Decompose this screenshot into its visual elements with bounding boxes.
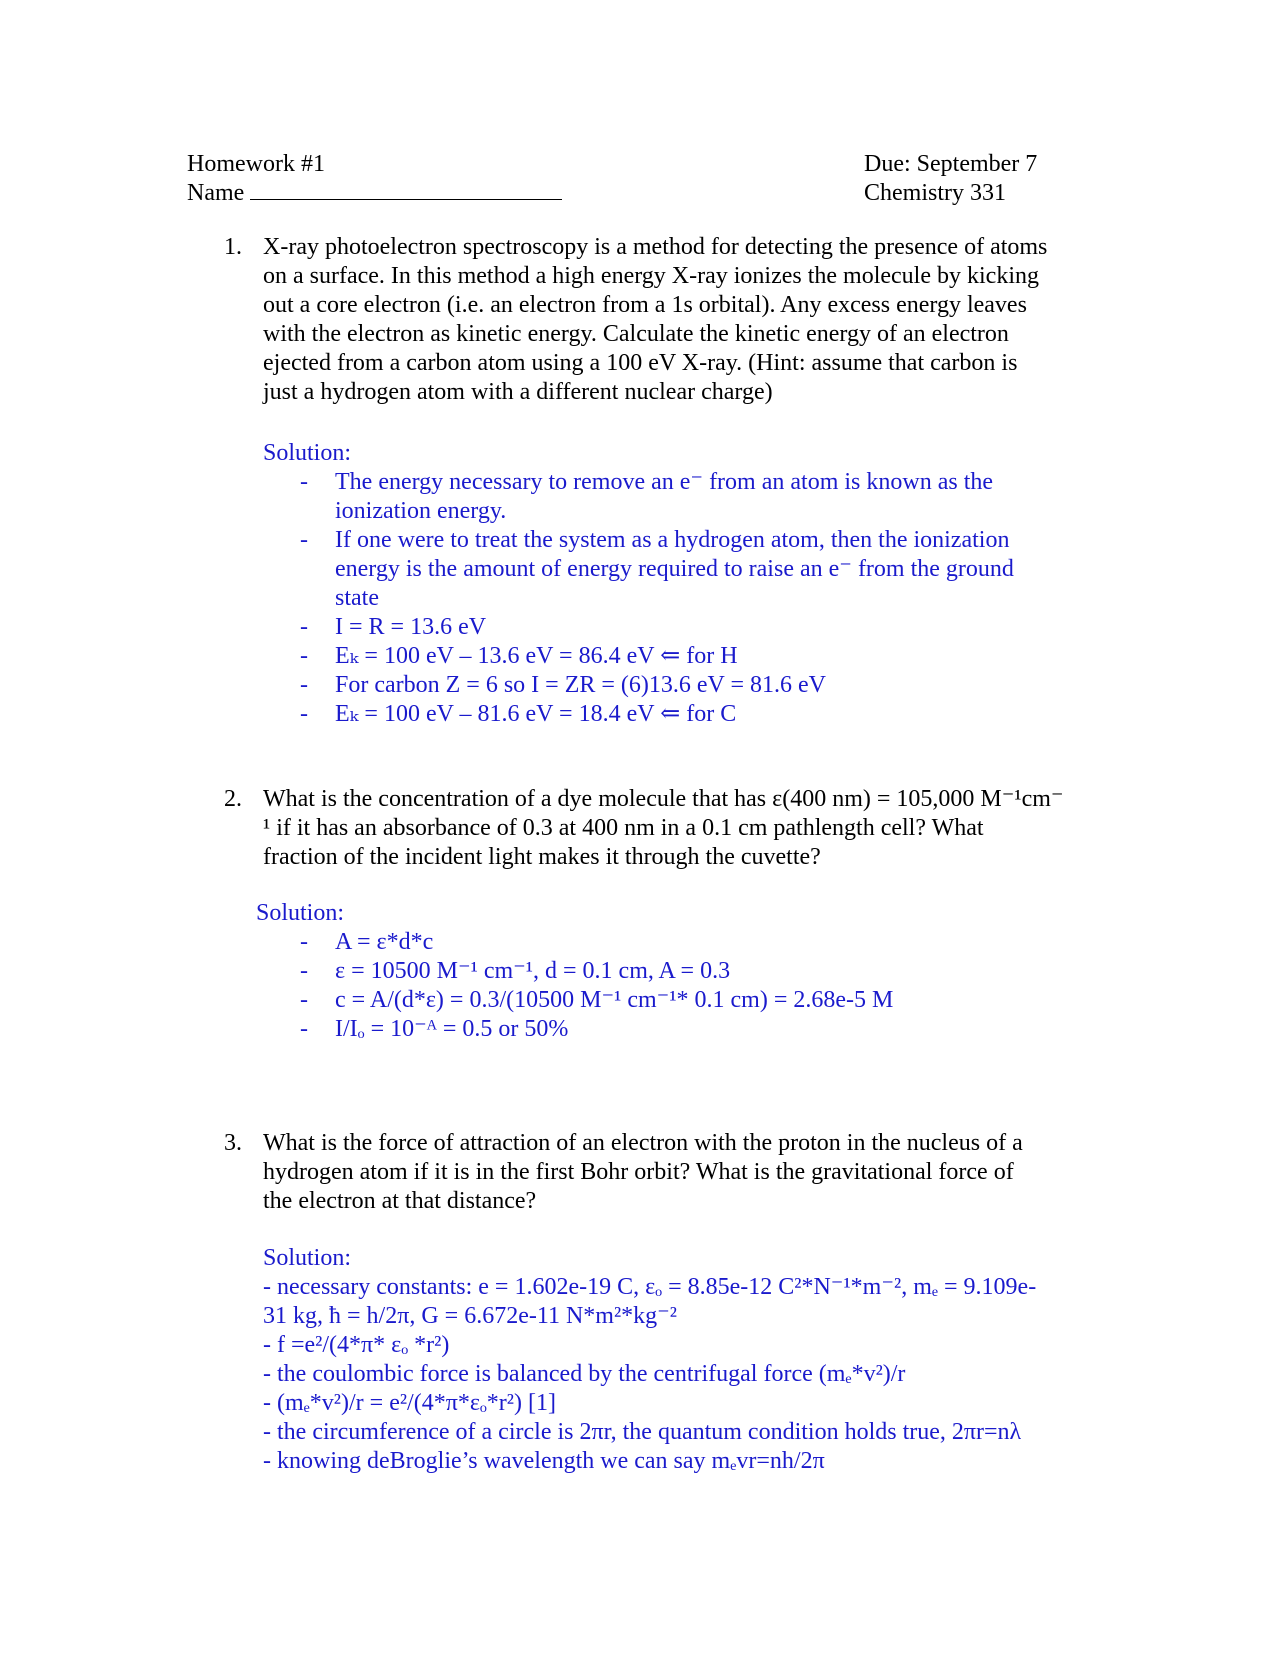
solution-line: - f =e²/(4*π* εₒ *r²) bbox=[263, 1332, 450, 1358]
question-line: ejected from a carbon atom using a 100 eV X-ray. (Hint: assume that carbon is bbox=[263, 350, 1018, 376]
solution-label: Solution: bbox=[263, 1245, 352, 1271]
question-number: 3. bbox=[224, 1130, 242, 1156]
list-item: - For carbon Z = 6 so I = ZR = (6)13.6 eV = 81.6 eV bbox=[300, 672, 826, 698]
name-blank bbox=[250, 179, 562, 200]
question-line: ¹ if it has an absorbance of 0.3 at 400 nm in a 0.1 cm pathlength cell? What bbox=[263, 815, 984, 841]
question-text bbox=[263, 785, 1104, 872]
homework-title: Homework #1 bbox=[187, 151, 325, 177]
question-1 bbox=[224, 233, 1104, 407]
question-line: What is the force of attraction of an electron with the proton in the nucleus of a bbox=[263, 1130, 1023, 1156]
solution-2-list bbox=[300, 928, 893, 1044]
list-item: - Eₖ = 100 eV – 81.6 eV = 18.4 eV ⇐ for C bbox=[300, 701, 737, 727]
list-item: - ε = 10500 M⁻¹ cm⁻¹, d = 0.1 cm, A = 0.3 bbox=[300, 958, 731, 984]
due-date: Due: September 7 bbox=[864, 151, 1038, 177]
question-line: What is the concentration of a dye molecule that has ε(400 nm) = 105,000 M⁻¹cm⁻ bbox=[263, 786, 1064, 812]
question-line: out a core electron (i.e. an electron from a 1s orbital). Any excess energy leaves bbox=[263, 292, 1027, 318]
header-right bbox=[864, 150, 1037, 208]
question-number: 1. bbox=[224, 234, 242, 260]
question-line: X-ray photoelectron spectroscopy is a method for detecting the presence of atoms bbox=[263, 234, 1048, 260]
list-item: - I = R = 13.6 eV bbox=[300, 614, 487, 640]
course-name: Chemistry 331 bbox=[864, 180, 1006, 206]
solution-line: - knowing deBroglie’s wavelength we can say mₑvr=nh/2π bbox=[263, 1448, 825, 1474]
question-number: 2. bbox=[224, 786, 242, 812]
solution-label: Solution: bbox=[256, 900, 345, 926]
solution-line: 31 kg, ħ = h/2π, G = 6.672e-11 N*m²*kg⁻² bbox=[263, 1303, 677, 1329]
question-3 bbox=[224, 1129, 1104, 1216]
solution-3-lines bbox=[263, 1273, 1036, 1476]
solution-line: - (mₑ*v²)/r = e²/(4*π*εₒ*r²) [1] bbox=[263, 1390, 556, 1416]
list-item: - I/Iₒ = 10⁻ᴬ = 0.5 or 50% bbox=[300, 1016, 569, 1042]
list-item: - Eₖ = 100 eV – 13.6 eV = 86.4 eV ⇐ for H bbox=[300, 643, 738, 669]
solution-1-list bbox=[300, 468, 1014, 729]
name-line bbox=[187, 179, 562, 208]
question-line: the electron at that distance? bbox=[263, 1188, 537, 1214]
solution-line: - the coulombic force is balanced by the centrifugal force (mₑ*v²)/r bbox=[263, 1361, 906, 1387]
list-item: - A = ε*d*c bbox=[300, 929, 434, 955]
question-line: hydrogen atom if it is in the first Bohr orbit? What is the gravitational force of bbox=[263, 1159, 1014, 1185]
name-label: Name bbox=[187, 180, 245, 206]
question-line: on a surface. In this method a high energy X-ray ionizes the molecule by kicking bbox=[263, 263, 1039, 289]
question-2 bbox=[224, 785, 1104, 872]
question-line: with the electron as kinetic energy. Calculate the kinetic energy of an electron bbox=[263, 321, 1009, 347]
list-item: - The energy necessary to remove an e⁻ from an atom is known as the ionization energy. bbox=[300, 469, 994, 524]
question-line: just a hydrogen atom with a different nuclear charge) bbox=[263, 379, 773, 405]
question-text bbox=[263, 233, 1104, 407]
list-item: - If one were to treat the system as a hydrogen atom, then the ionization energy is the amount of energy required to raise an e⁻ from the ground state bbox=[300, 527, 1014, 611]
question-line: fraction of the incident light makes it through the cuvette? bbox=[263, 844, 821, 870]
solution-line: - necessary constants: e = 1.602e-19 C, εₒ = 8.85e-12 C²*N⁻¹*m⁻², mₑ = 9.109e- bbox=[263, 1274, 1037, 1300]
solution-line: - the circumference of a circle is 2πr, the quantum condition holds true, 2πr=nλ bbox=[263, 1419, 1022, 1445]
solution-label: Solution: bbox=[263, 440, 352, 466]
question-text bbox=[263, 1129, 1104, 1216]
header-left bbox=[187, 150, 562, 208]
list-item: - c = A/(d*ε) = 0.3/(10500 M⁻¹ cm⁻¹* 0.1 cm) = 2.68e-5 M bbox=[300, 987, 894, 1013]
